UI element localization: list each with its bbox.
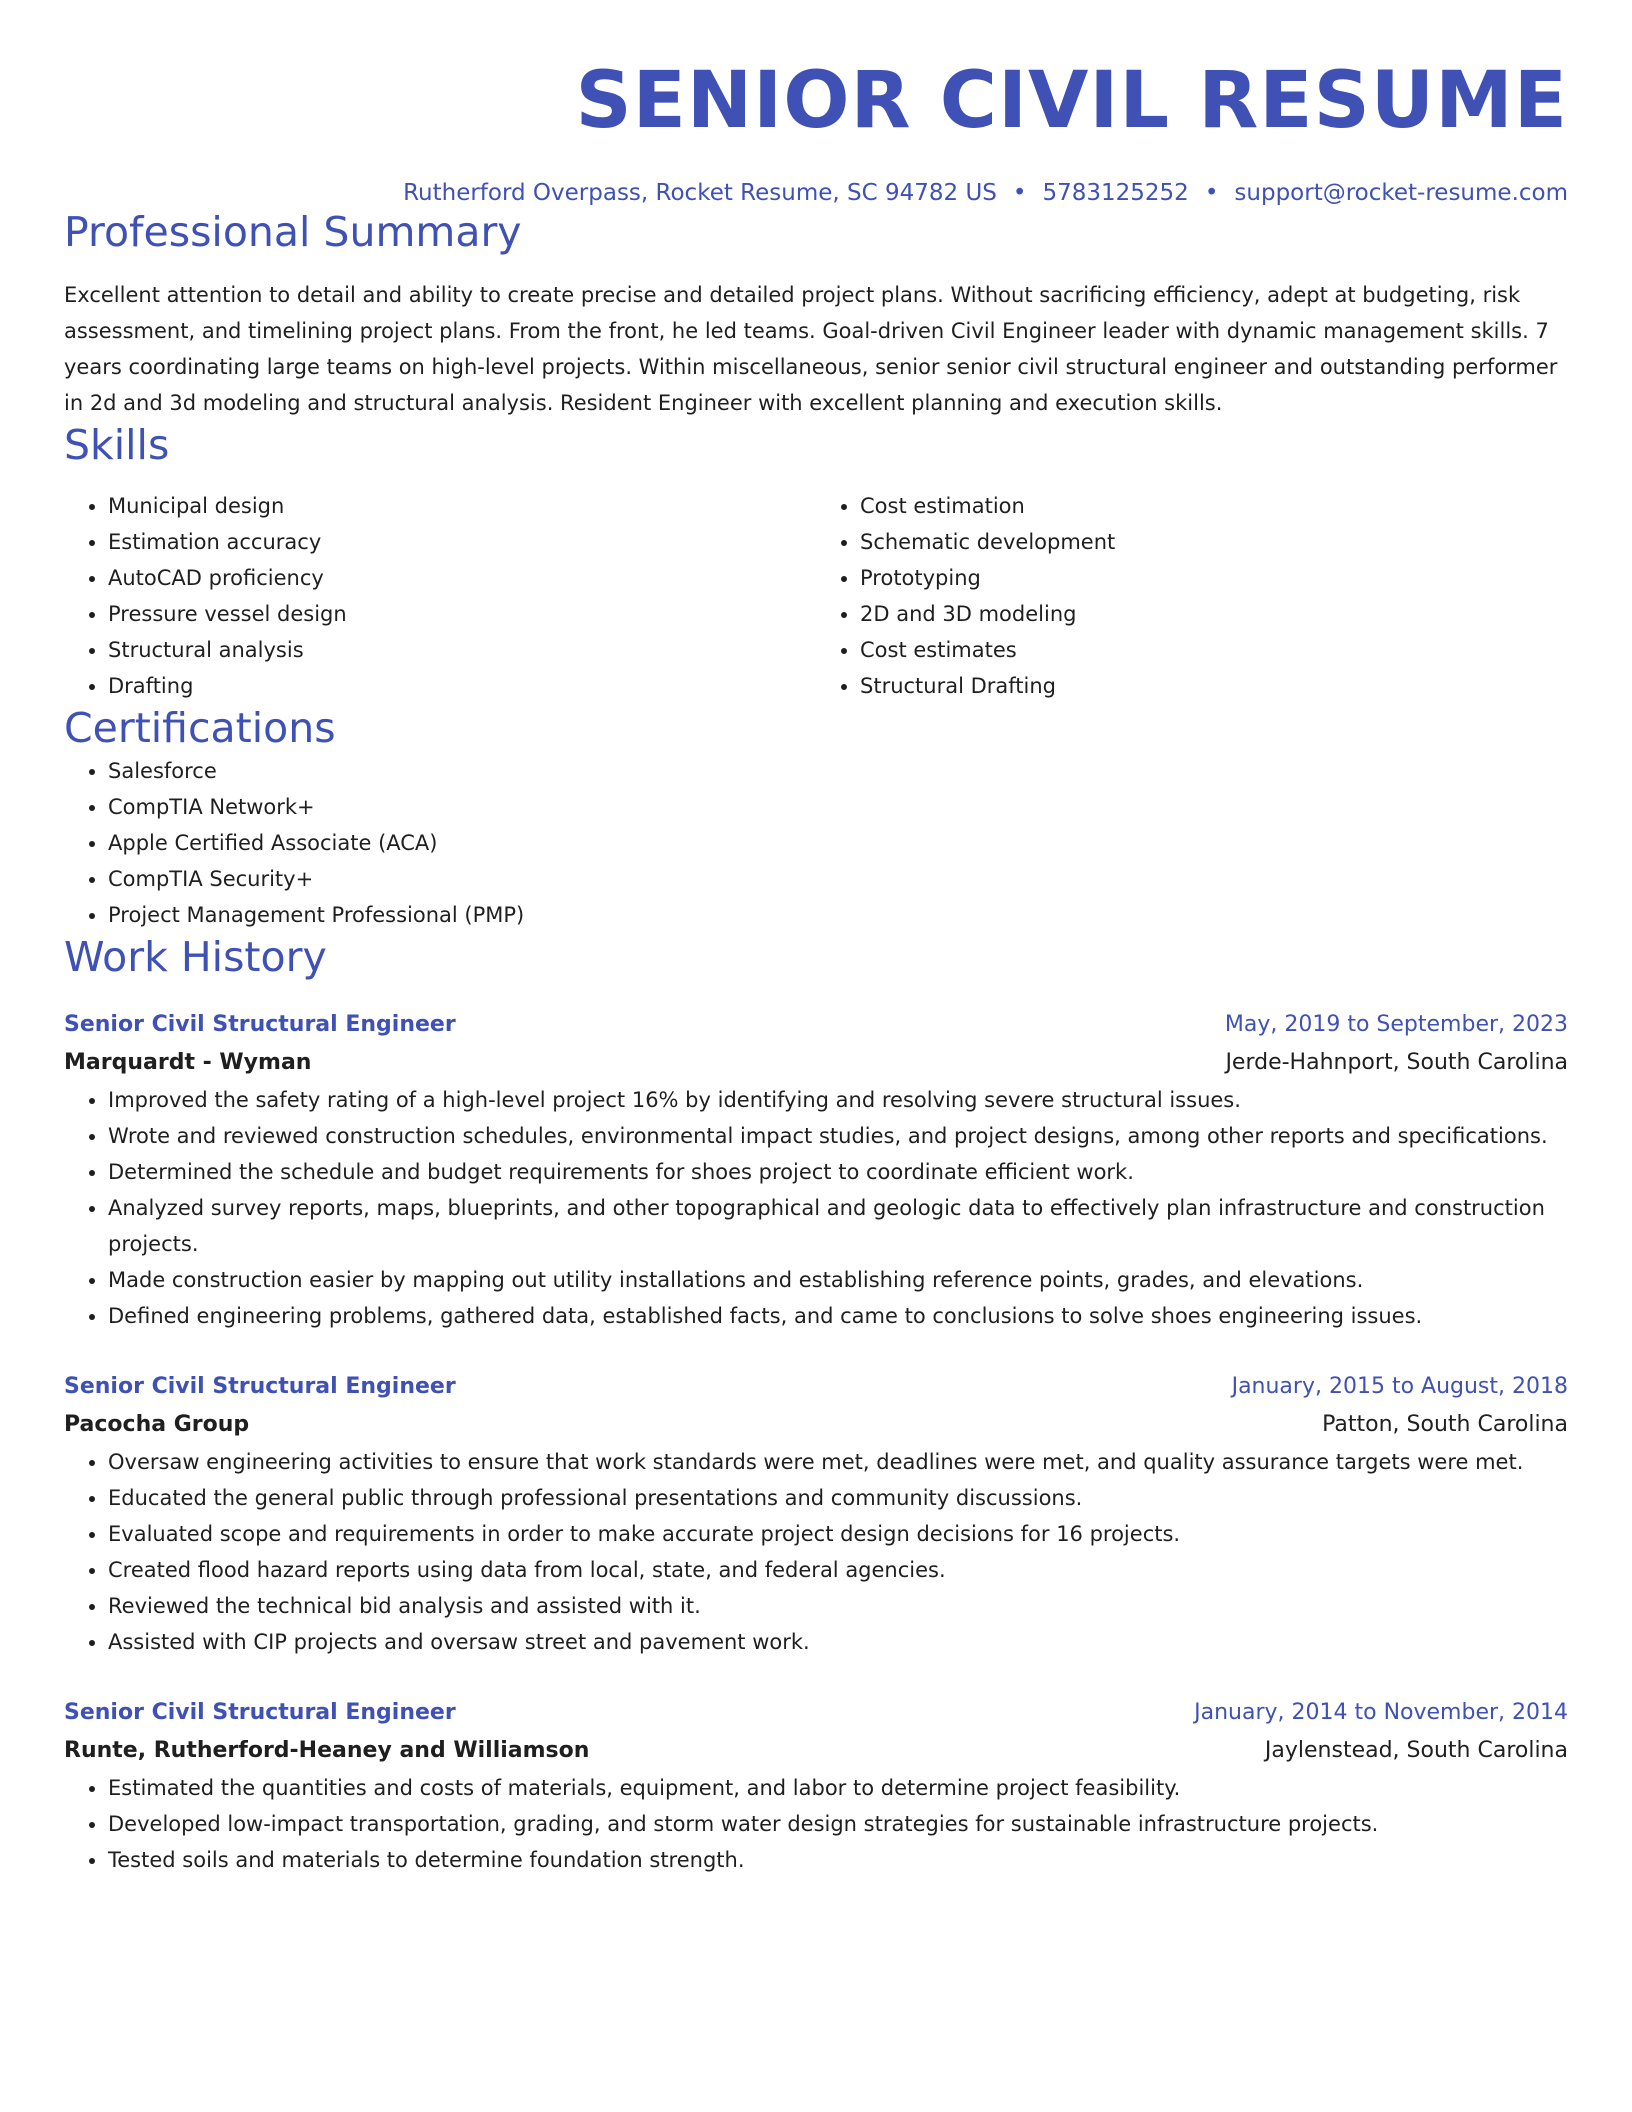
resume-page: [64, 52, 1568, 1878]
job-location: Patton, South Carolina: [1322, 1412, 1568, 1438]
job-title: Senior Civil Structural Engineer: [64, 1012, 456, 1038]
job-bullets: [64, 1444, 1568, 1660]
job-title: Senior Civil Structural Engineer: [64, 1374, 456, 1400]
job-company: Marquardt - Wyman: [64, 1050, 312, 1076]
contact-email[interactable]: support@rocket-resume.com: [1234, 180, 1568, 206]
contact-phone: 5783125252: [1042, 180, 1189, 206]
job-header-row: [64, 1694, 1568, 1732]
resume-title: SENIOR CIVIL RESUME: [575, 56, 1568, 146]
skill-item: • Estimation accuracy: [108, 524, 816, 560]
skills-columns: [64, 488, 1568, 704]
job-company-row: [64, 1732, 1568, 1770]
job-company: Pacocha Group: [64, 1412, 250, 1438]
job-bullets: [64, 1770, 1568, 1878]
skill-item: • Structural analysis: [108, 632, 816, 668]
skill-item: • Cost estimates: [860, 632, 1568, 668]
job-bullet: • Improved the safety rating of a high-level project 16% by identifying and resolving severe structural issues.: [108, 1082, 1568, 1118]
job-dates: January, 2014 to November, 2014: [1194, 1700, 1568, 1726]
skill-item: • Pressure vessel design: [108, 596, 816, 632]
job-dates: January, 2015 to August, 2018: [1231, 1374, 1568, 1400]
job-bullet: • Educated the general public through professional presentations and community discussions.: [108, 1480, 1568, 1516]
certification-item: • CompTIA Security+: [108, 861, 1568, 897]
job-bullet: • Oversaw engineering activities to ensure that work standards were met, deadlines were met, and quality assurance targets were met.: [108, 1444, 1568, 1480]
job-entry: [64, 1006, 1568, 1334]
skill-item: • Drafting: [108, 668, 816, 704]
certification-item: • Project Management Professional (PMP): [108, 897, 1568, 933]
job-entry: [64, 1368, 1568, 1660]
job-bullet: • Analyzed survey reports, maps, blueprints, and other topographical and geologic data to effectively plan infrastructure and construction projects.: [108, 1190, 1568, 1262]
job-location: Jerde-Hahnport, South Carolina: [1225, 1050, 1568, 1076]
skills-list-left: [64, 488, 816, 704]
job-bullet: • Estimated the quantities and costs of materials, equipment, and labor to determine project feasibility.: [108, 1770, 1568, 1806]
job-bullet: • Created flood hazard reports using data from local, state, and federal agencies.: [108, 1552, 1568, 1588]
job-bullet: • Made construction easier by mapping out utility installations and establishing reference points, grades, and elevations.: [108, 1262, 1568, 1298]
skill-item: • Structural Drafting: [860, 668, 1568, 704]
section-title-certifications: Certifications: [64, 703, 336, 752]
job-entry: [64, 1694, 1568, 1878]
job-bullet: • Determined the schedule and budget requirements for shoes project to coordinate efficient work.: [108, 1154, 1568, 1190]
job-bullet: • Defined engineering problems, gathered data, established facts, and came to conclusions to solve shoes engineering issues.: [108, 1298, 1568, 1334]
job-bullet: • Assisted with CIP projects and oversaw street and pavement work.: [108, 1624, 1568, 1660]
summary-text: Excellent attention to detail and ability to create precise and detailed project plans. Without sacrificing efficiency, adept at budgeting, risk assessment, and timelining project plans. From the front, he led teams. Goal-driven Civil Engineer leader with dynamic management skills. 7 years coordinating large teams on high-level projects. Within miscellaneous, senior senior civil structural engineer and outstanding performer in 2d and 3d modeling and structural analysis. Resident Engineer with excellent planning and execution skills.: [64, 282, 1558, 415]
job-bullet: • Tested soils and materials to determine foundation strength.: [108, 1842, 1568, 1878]
job-bullets: [64, 1082, 1568, 1334]
skill-item: • Municipal design: [108, 488, 816, 524]
job-location: Jaylenstead, South Carolina: [1264, 1738, 1568, 1764]
job-company: Runte, Rutherford-Heaney and Williamson: [64, 1738, 590, 1764]
job-company-row: [64, 1406, 1568, 1444]
certifications-list: [64, 753, 1568, 933]
contact-address: Rutherford Overpass, Rocket Resume, SC 94782 US: [403, 180, 997, 206]
skill-item: • Cost estimation: [860, 488, 1568, 524]
certification-item: • Apple Certified Associate (ACA): [108, 825, 1568, 861]
job-bullet: • Reviewed the technical bid analysis and assisted with it.: [108, 1588, 1568, 1624]
job-title: Senior Civil Structural Engineer: [64, 1700, 456, 1726]
job-header-row: [64, 1006, 1568, 1044]
section-title-skills: Skills: [64, 420, 170, 469]
job-company-row: [64, 1044, 1568, 1082]
job-bullet: • Wrote and reviewed construction schedules, environmental impact studies, and project designs, among other reports and specifications.: [108, 1118, 1568, 1154]
contact-separator: •: [1012, 180, 1027, 206]
contact-line: [64, 180, 1568, 208]
skill-item: • 2D and 3D modeling: [860, 596, 1568, 632]
skills-list-right: [816, 488, 1568, 704]
skill-item: • Schematic development: [860, 524, 1568, 560]
skill-item: • Prototyping: [860, 560, 1568, 596]
certification-item: • Salesforce: [108, 753, 1568, 789]
section-title-summary: Professional Summary: [64, 207, 522, 256]
section-title-work-history: Work History: [64, 933, 327, 982]
certification-item: • CompTIA Network+: [108, 789, 1568, 825]
skill-item: • AutoCAD proficiency: [108, 560, 816, 596]
contact-separator: •: [1204, 180, 1219, 206]
job-bullet: • Developed low-impact transportation, grading, and storm water design strategies for sustainable infrastructure projects.: [108, 1806, 1568, 1842]
job-bullet: • Evaluated scope and requirements in order to make accurate project design decisions for 16 projects.: [108, 1516, 1568, 1552]
job-header-row: [64, 1368, 1568, 1406]
job-dates: May, 2019 to September, 2023: [1224, 1012, 1568, 1038]
